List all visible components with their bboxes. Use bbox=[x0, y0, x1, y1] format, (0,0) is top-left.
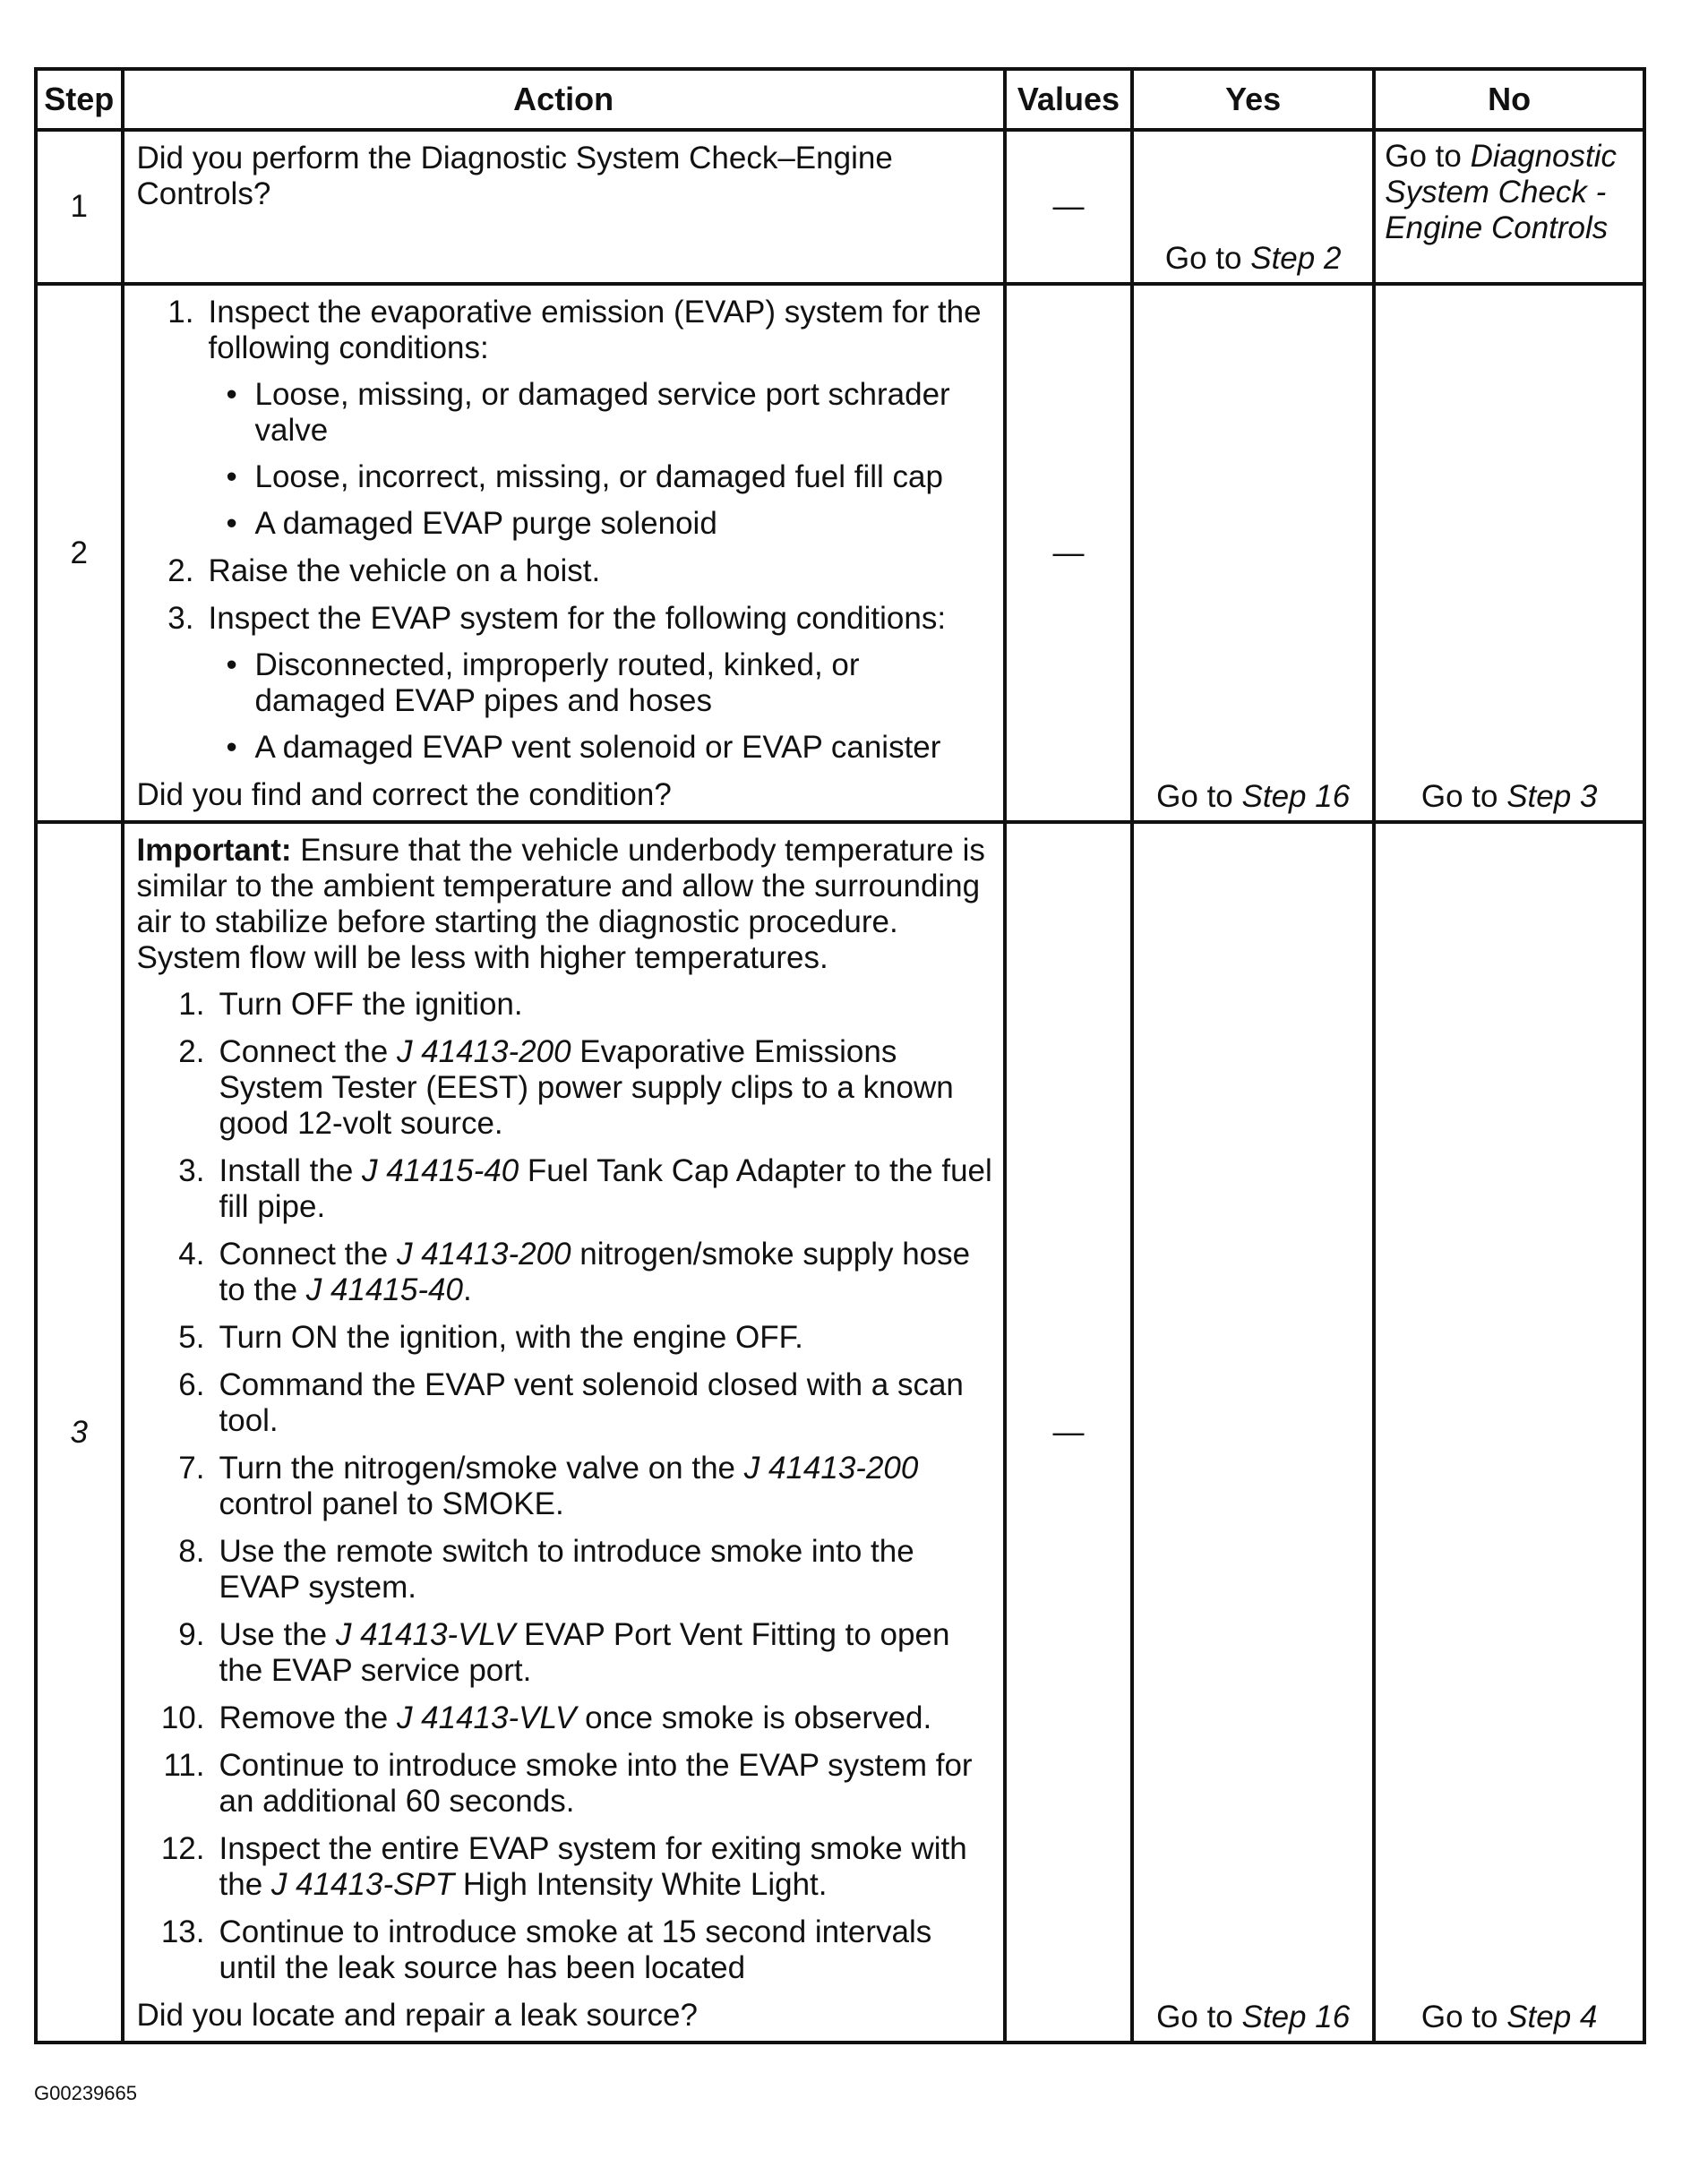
condition-bullet-list bbox=[209, 377, 992, 542]
condition-bullet: • A damaged EVAP vent solenoid or EVAP canister bbox=[209, 730, 992, 766]
tool-reference: J 41413-200 bbox=[743, 1451, 919, 1486]
important-label: Important: bbox=[136, 833, 292, 868]
no-prefix: Go to bbox=[1385, 139, 1471, 174]
step-item-text: Inspect the evaporative emission (EVAP) system for the following conditions: bbox=[208, 295, 982, 365]
step-item-text: . bbox=[462, 1272, 472, 1307]
step-item-number: 8. bbox=[178, 1534, 205, 1569]
tool-reference: J 41413-VLV bbox=[335, 1617, 516, 1652]
step-item-text: Inspect the EVAP system for the following conditions: bbox=[208, 601, 947, 636]
header-no: No bbox=[1374, 69, 1644, 130]
step-item-number: 5. bbox=[178, 1320, 205, 1355]
question-text: Did you find and correct the condition? bbox=[136, 777, 672, 812]
step-item-text: Connect the bbox=[219, 1034, 397, 1069]
yes-cell bbox=[1132, 130, 1374, 284]
step-item-text: Remove the bbox=[219, 1700, 397, 1735]
action-step-item bbox=[148, 987, 992, 1023]
action-step-item bbox=[148, 1034, 992, 1142]
step-item-number: 11. bbox=[163, 1748, 205, 1783]
important-note bbox=[137, 833, 992, 976]
action-step-list bbox=[137, 987, 992, 1986]
tool-reference: J 41413-200 bbox=[396, 1237, 571, 1272]
step-item-number: 9. bbox=[178, 1617, 205, 1652]
question-text: Did you perform the Diagnostic System Check–Engine Controls? bbox=[136, 141, 893, 211]
header-row bbox=[36, 69, 1644, 130]
action-step-item bbox=[148, 1237, 992, 1308]
action-step-item bbox=[148, 1700, 992, 1736]
action-step-item bbox=[137, 295, 992, 542]
diagnostic-table bbox=[34, 67, 1646, 2044]
yes-prefix: Go to bbox=[1156, 779, 1242, 814]
tool-reference: J 41413-SPT bbox=[270, 1867, 455, 1902]
no-cell bbox=[1374, 822, 1644, 2043]
values-cell: — bbox=[1005, 822, 1132, 2043]
action-step-item bbox=[148, 1914, 992, 1986]
step-item-text: Turn the nitrogen/smoke valve on the bbox=[219, 1451, 744, 1486]
step-item-number: 10. bbox=[160, 1700, 205, 1735]
no-prefix: Go to bbox=[1420, 779, 1507, 814]
condition-bullet: • Disconnected, improperly routed, kinked, or damaged EVAP pipes and hoses bbox=[209, 647, 992, 719]
table-row bbox=[36, 130, 1644, 284]
values-cell: — bbox=[1005, 284, 1132, 822]
header-step: Step bbox=[36, 69, 123, 130]
step-item-number: 2. bbox=[178, 1034, 205, 1069]
action-step-item bbox=[148, 1451, 992, 1522]
yes-prefix: Go to bbox=[1156, 2000, 1242, 2034]
tool-reference: J 41413-VLV bbox=[396, 1700, 577, 1735]
action-cell bbox=[123, 822, 1005, 2043]
step-item-text: Turn ON the ignition, with the engine OFF. bbox=[219, 1320, 803, 1355]
action-step-item bbox=[148, 1831, 992, 1903]
step-number: 2 bbox=[36, 284, 123, 822]
diagnostic-table-container bbox=[34, 67, 1646, 2044]
condition-bullet: • A damaged EVAP purge solenoid bbox=[209, 506, 992, 542]
yes-target-link[interactable]: Step 2 bbox=[1250, 241, 1342, 276]
step-item-text: Evaporative Emissions System Tester (EEST) power supply clips to a known good 12-volt source. bbox=[219, 1034, 954, 1141]
action-step-item bbox=[137, 553, 992, 589]
no-target-link[interactable]: Diagnostic System Check - Engine Controls bbox=[1385, 139, 1618, 245]
step-item-number: 12. bbox=[160, 1831, 205, 1866]
yes-cell bbox=[1132, 822, 1374, 2043]
no-cell bbox=[1374, 284, 1644, 822]
action-step-item bbox=[148, 1367, 992, 1439]
step-item-text: nitrogen/smoke supply hose to the bbox=[219, 1237, 971, 1307]
yes-cell bbox=[1132, 284, 1374, 822]
step-item-text: Raise the vehicle on a hoist. bbox=[208, 553, 601, 588]
action-step-item bbox=[148, 1534, 992, 1606]
action-step-item bbox=[148, 1748, 992, 1820]
action-cell bbox=[123, 284, 1005, 822]
action-cell bbox=[123, 130, 1005, 284]
condition-bullet: • Loose, incorrect, missing, or damaged fuel fill cap bbox=[209, 459, 992, 495]
question-text: Did you locate and repair a leak source? bbox=[136, 1998, 698, 2033]
step-item-number: 4. bbox=[178, 1237, 205, 1272]
step-item-text: Inspect the entire EVAP system for exiting smoke with the bbox=[219, 1831, 967, 1902]
step-item-number: 3. bbox=[167, 601, 194, 636]
action-step-item bbox=[148, 1617, 992, 1689]
action-step-list bbox=[137, 295, 992, 766]
step-item-text: Connect the bbox=[219, 1237, 397, 1272]
no-target-link[interactable]: Step 4 bbox=[1506, 2000, 1598, 2034]
important-text: Ensure that the vehicle underbody temperature is similar to the ambient temperature and allow the surrounding air to stabilize before starting the diagnostic procedure. System flow will be less with higher temperatures. bbox=[136, 833, 985, 975]
condition-bullet: • Loose, missing, or damaged service port schrader valve bbox=[209, 377, 992, 449]
action-step-item bbox=[148, 1320, 992, 1356]
tool-reference: J 41413-200 bbox=[396, 1034, 571, 1069]
step-item-text: Use the remote switch to introduce smoke into the EVAP system. bbox=[219, 1534, 914, 1605]
figure-code: G00239665 bbox=[34, 2082, 137, 2104]
header-yes: Yes bbox=[1132, 69, 1374, 130]
step-item-number: 3. bbox=[178, 1153, 205, 1188]
yes-prefix: Go to bbox=[1164, 241, 1251, 276]
step-item-number: 2. bbox=[167, 553, 194, 588]
step-item-text: Fuel Tank Cap Adapter to the fuel fill pipe. bbox=[219, 1153, 992, 1224]
table-row bbox=[36, 822, 1644, 2043]
step-item-number: 1. bbox=[167, 295, 194, 330]
step-item-number: 13. bbox=[160, 1914, 205, 1949]
step-item-text: Install the bbox=[219, 1153, 363, 1188]
step-item-text: Continue to introduce smoke at 15 second intervals until the leak source has been located bbox=[219, 1914, 932, 1985]
step-item-text: Turn OFF the ignition. bbox=[219, 987, 523, 1022]
step-item-number: 7. bbox=[178, 1451, 205, 1486]
step-item-number: 1. bbox=[178, 987, 205, 1022]
action-step-item bbox=[137, 601, 992, 766]
yes-target-link[interactable]: Step 16 bbox=[1241, 779, 1351, 814]
header-action: Action bbox=[123, 69, 1005, 130]
no-target-link[interactable]: Step 3 bbox=[1506, 779, 1598, 814]
step-item-number: 6. bbox=[178, 1367, 205, 1402]
no-cell bbox=[1374, 130, 1644, 284]
step-item-text: Continue to introduce smoke into the EVAP system for an additional 60 seconds. bbox=[219, 1748, 973, 1819]
yes-target-link[interactable]: Step 16 bbox=[1241, 2000, 1351, 2034]
table-row bbox=[36, 284, 1644, 822]
condition-bullet-list bbox=[209, 647, 992, 766]
step-item-text: once smoke is observed. bbox=[576, 1700, 932, 1735]
header-values: Values bbox=[1005, 69, 1132, 130]
values-cell: — bbox=[1005, 130, 1132, 284]
step-item-text: Use the bbox=[219, 1617, 336, 1652]
step-number: 1 bbox=[36, 130, 123, 284]
step-item-text: EVAP Port Vent Fitting to open the EVAP service port. bbox=[219, 1617, 950, 1688]
tool-reference: J 41415-40 bbox=[305, 1272, 463, 1307]
step-item-text: Command the EVAP vent solenoid closed with a scan tool. bbox=[219, 1367, 964, 1438]
step-number: 3 bbox=[36, 822, 123, 2043]
no-prefix: Go to bbox=[1420, 2000, 1507, 2034]
tool-reference: J 41415-40 bbox=[362, 1153, 519, 1188]
action-step-item bbox=[148, 1153, 992, 1225]
step-item-text: High Intensity White Light. bbox=[454, 1867, 828, 1902]
step-item-text: control panel to SMOKE. bbox=[219, 1486, 564, 1521]
